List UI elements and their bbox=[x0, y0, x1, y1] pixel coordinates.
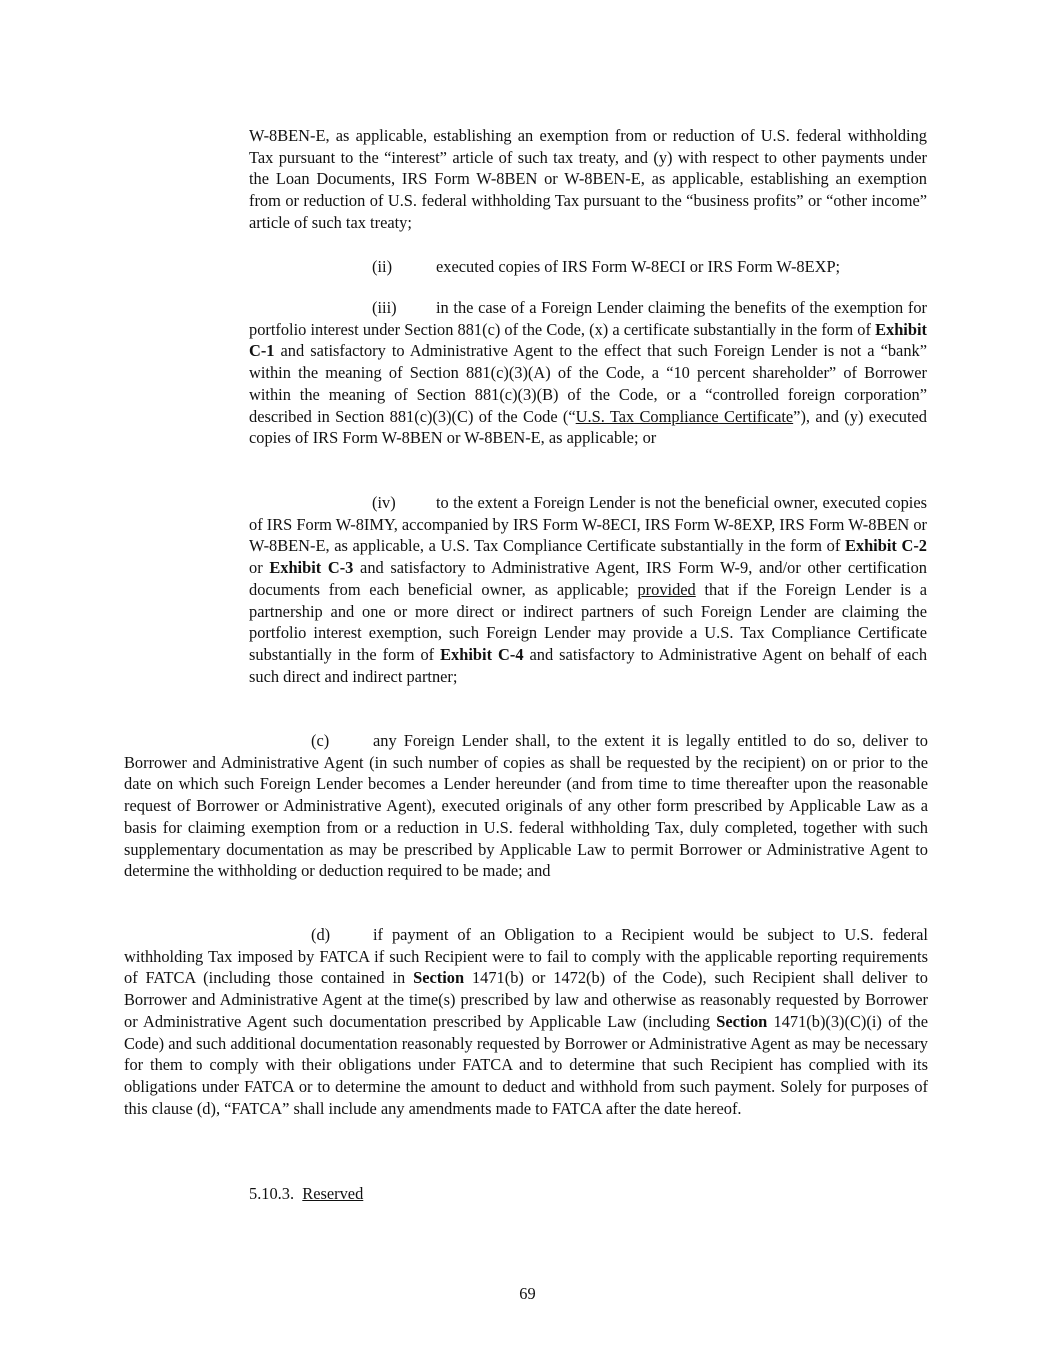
defined-term: U.S. Tax Compliance Certificate bbox=[575, 406, 794, 426]
clause-marker: (iii) bbox=[372, 298, 397, 317]
section-title: Reserved bbox=[302, 1184, 364, 1203]
clause-text: and satisfactory to Administrative Agent on behalf of each such direct and indirect partner; bbox=[249, 644, 928, 686]
clause-iv bbox=[249, 492, 927, 687]
paragraph-text: W-8BEN-E, as applicable, establishing an exemption from or reduction of U.S. federal withholding Tax pursuant to the “interest” article of such tax treaty, and (y) with respect to other payments under the Loan Documents, IRS Form W-8BEN or W-8BEN-E, as applicable, establishing an exemption from or reduction of U.S. federal withholding Tax pursuant to the “business profits” or “other income” article of such tax treaty; bbox=[249, 126, 927, 232]
clause-marker: (c) bbox=[311, 731, 330, 750]
section-number: 5.10.3. bbox=[249, 1184, 295, 1203]
section-reference: Section bbox=[413, 968, 465, 988]
clause-text: in the case of a Foreign Lender claiming the benefits of the exemption for portfolio interest under Section 881(c) of the Code, (x) a certificate substantially in the form of bbox=[249, 298, 927, 339]
clause-text: 1471(b)(3)(C)(i) of the Code) and such additional documentation reasonably requested by Borrower or Administrative Agent as may be necessary for them to comply with their obligations under FATCA and to determine that such Recipient has complied with its obligations under FATCA or to determine the amount to deduct and withhold from such payment. Solely for purposes of this clause (d), “FATCA” shall include any amendments made to FATCA after the date hereof. bbox=[124, 1011, 928, 1118]
exhibit-reference: Exhibit C-2 bbox=[844, 536, 927, 556]
section-heading bbox=[249, 1183, 363, 1205]
clause-text: and satisfactory to Administrative Agent to the effect that such Foreign Lender is not a “bank” within the meaning of Section 881(c)(3)(A) of the Code, a “10 percent shareholder” of Borrower within the meaning of Section 881(c)(3)(B) of the Code, or a “controlled foreign corporation” described in Section 881(c)(3)(C) of the Code (“ bbox=[249, 341, 927, 426]
clause-text: if payment of an Obligation to a Recipient would be subject to U.S. federal withholding Tax imposed by FATCA if such Recipient were to fail to comply with the applicable reporting requirements of FATCA (including those contained in bbox=[124, 925, 928, 988]
clause-ii bbox=[249, 256, 927, 278]
clause-c bbox=[124, 730, 928, 882]
exhibit-reference: Exhibit C-1 bbox=[249, 319, 927, 361]
clause-iii bbox=[249, 297, 927, 449]
exhibit-reference: Exhibit C-4 bbox=[440, 644, 524, 664]
page-number: 69 bbox=[519, 1284, 536, 1303]
clause-text: and satisfactory to Administrative Agent, IRS Form W-9, and/or other certification documents from each beneficial owner, as applicable; bbox=[249, 558, 927, 599]
clause-text: to the extent a Foreign Lender is not the beneficial owner, executed copies of IRS Form W-8IMY, accompanied by IRS Form W-8ECI, IRS Form W-8EXP, IRS Form W-8BEN or W-8BEN-E, as applicable, a U.S. Tax Compliance Certificate substantially in the form of bbox=[249, 493, 927, 556]
defined-term: provided bbox=[637, 579, 696, 599]
paragraph-continuation bbox=[249, 125, 927, 234]
clause-marker: (ii) bbox=[372, 257, 393, 276]
clause-marker: (iv) bbox=[372, 493, 396, 512]
clause-text: that if the Foreign Lender is a partnership and one or more direct or indirect partners of such Foreign Lender are claiming the portfolio interest exemption, such Foreign Lender may provide a U.S. Tax Compliance Certificate substantially in the form of bbox=[249, 579, 927, 664]
clause-text: 1471(b) or 1472(b) of the Code), such Recipient shall deliver to Borrower and Administrative Agent at the time(s) prescribed by law and otherwise as reasonably requested by Borrower or Administrative Agent such documentation prescribed by Applicable Law (including bbox=[124, 968, 928, 1031]
clause-text: ”), and (y) executed copies of IRS Form W-8BEN or W-8BEN-E, as applicable; or bbox=[249, 406, 927, 448]
exhibit-reference: Exhibit C-3 bbox=[269, 558, 354, 578]
clause-text: any Foreign Lender shall, to the extent it is legally entitled to do so, deliver to Borrower and Administrative Agent (in such number of copies as shall be requested by the recipient) on or prior to the date on which such Foreign Lender becomes a Lender hereunder (and from time to time thereafter upon the reasonable request of Borrower or Administrative Agent), executed originals of any other form prescribed by Applicable Law as a basis for claiming exemption from or a reduction in U.S. federal withholding Tax, duly completed, together with such supplementary documentation as may be prescribed by Applicable Law to permit Borrower or Administrative Agent to determine the withholding or deduction required to be made; and bbox=[124, 731, 928, 881]
clause-d bbox=[124, 924, 928, 1119]
clause-text: or bbox=[249, 558, 270, 578]
section-reference: Section bbox=[716, 1011, 768, 1031]
clause-marker: (d) bbox=[311, 925, 331, 944]
clause-text: executed copies of IRS Form W-8ECI or IRS Form W-8EXP; bbox=[436, 257, 841, 276]
